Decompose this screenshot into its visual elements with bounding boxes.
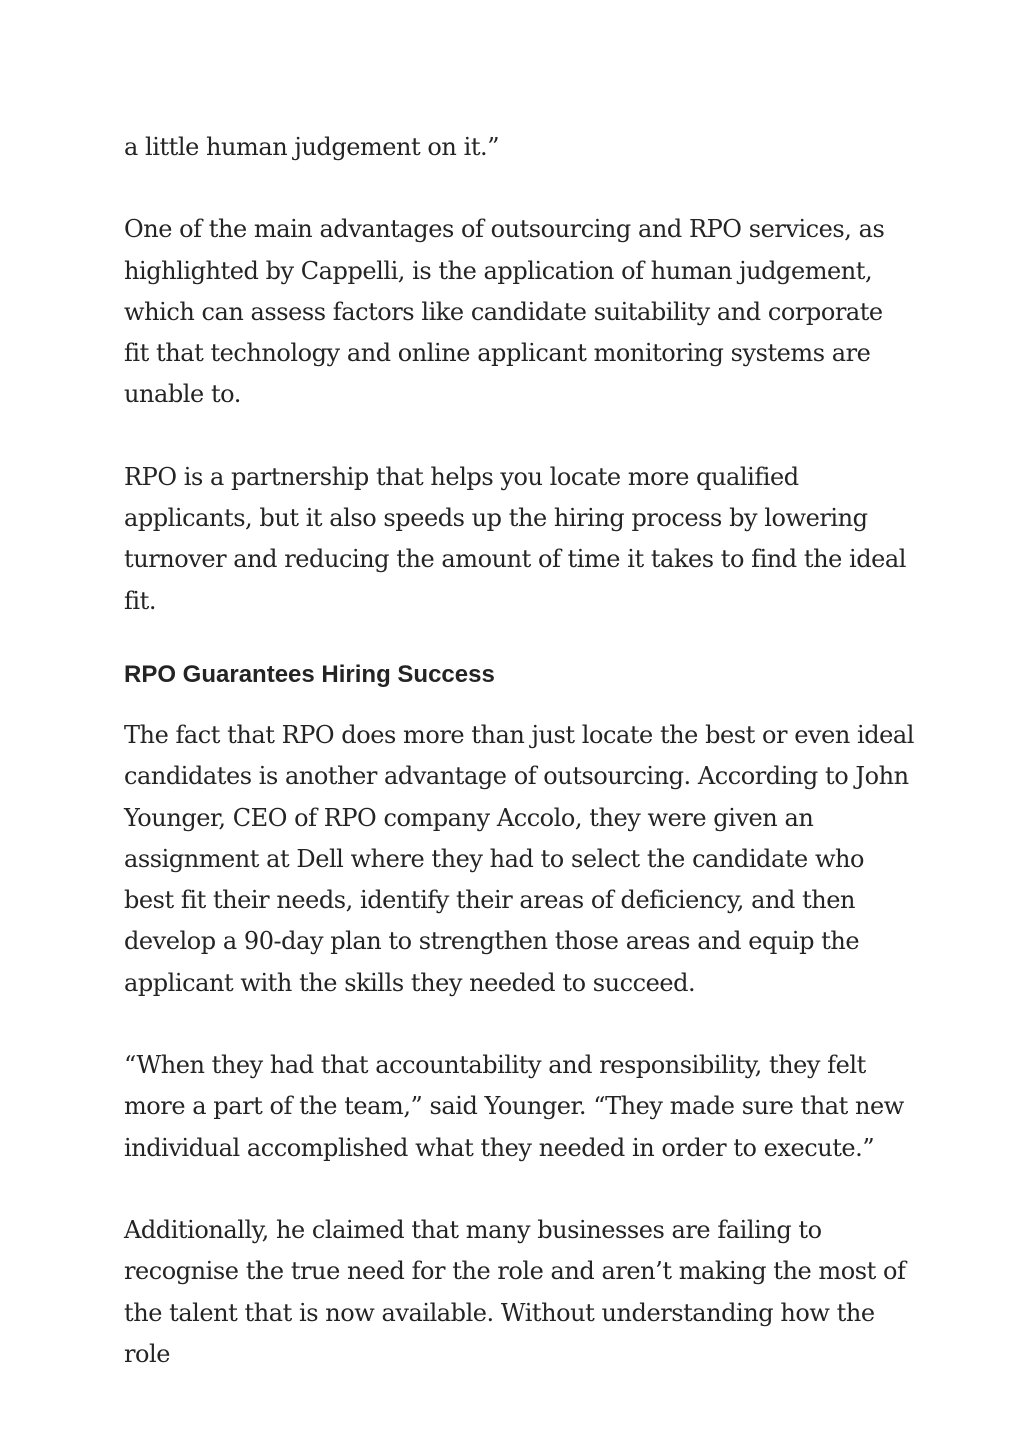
paragraph-younger-quote: “When they had that accountability and responsibility, they felt more a part of the team,” said Younger. “They made sure that new individual accomplished what they needed in order to execute.” <box>124 1051 904 1162</box>
paragraph-dell-assignment: The fact that RPO does more than just locate the best or even ideal candidates is another advantage of outsourcing. According to John Younger, CEO of RPO company Accolo, they were given an assignment at Dell where they had to select the candidate who best fit their needs, identify their areas of deficiency, and then develop a 90-day plan to strengthen those areas and equip the applicant with the skills they needed to succeed. <box>124 720 914 997</box>
paragraph-role-need: Additionally, he claimed that many businesses are failing to recognise the true need for the role and aren’t making the most of the talent that is now available. Without understanding how the role <box>124 1215 906 1368</box>
paragraph-quote-end: a little human judgement on it.” <box>124 133 500 161</box>
paragraph-rpo-partnership: RPO is a partnership that helps you locate more qualified applicants, but it also speeds up the hiring process by lowering turnover and reducing the amount of time it takes to find the ideal fit. <box>124 462 907 615</box>
article-body <box>124 127 914 1375</box>
paragraph-human-judgement: One of the main advantages of outsourcing and RPO services, as highlighted by Cappelli, is the application of human judgement, which can assess factors like candidate suitability and corporate fit that technology and online applicant monitoring systems are unable to. <box>124 215 885 409</box>
section-heading: RPO Guarantees Hiring Success <box>124 660 495 688</box>
